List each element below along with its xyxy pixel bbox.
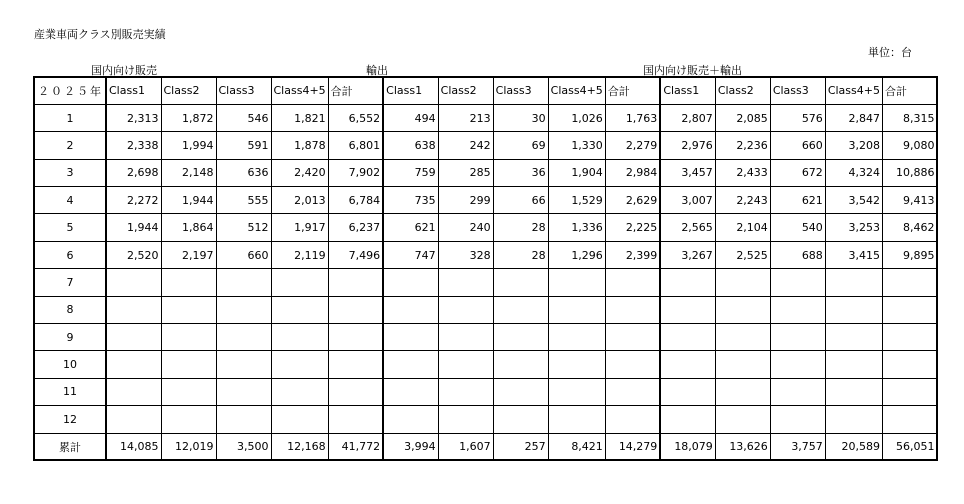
table-cell (605, 406, 660, 433)
table-cell: 41,772 (328, 433, 383, 460)
table-cell: 1,330 (548, 132, 605, 159)
table-cell: 2,148 (161, 159, 216, 186)
table-cell: 1,763 (605, 104, 660, 131)
unit-label: 単位：台 (868, 46, 912, 59)
table-cell (161, 324, 216, 351)
table-cell: 6,237 (328, 214, 383, 241)
table-cell: 2,243 (715, 187, 770, 214)
table-cell: 672 (770, 159, 825, 186)
sales-table (33, 76, 938, 461)
row-label: 累計 (34, 433, 106, 460)
table-cell: 13,626 (715, 433, 770, 460)
table-cell (106, 406, 161, 433)
table-cell (770, 351, 825, 378)
table-cell: 2,338 (106, 132, 161, 159)
table-cell: 555 (216, 187, 271, 214)
table-cell (825, 378, 882, 405)
table-cell (770, 269, 825, 296)
table-cell (216, 296, 271, 323)
table-cell (660, 296, 715, 323)
group-label-domestic: 国内向け販売 (91, 64, 157, 77)
table-cell (438, 324, 493, 351)
table-cell (438, 296, 493, 323)
row-label: 9 (34, 324, 106, 351)
table-cell (770, 406, 825, 433)
table-cell (825, 406, 882, 433)
table-cell: 4,324 (825, 159, 882, 186)
table-cell: 735 (383, 187, 438, 214)
table-cell (271, 324, 328, 351)
table-cell (328, 269, 383, 296)
table-cell: 2,520 (106, 241, 161, 268)
table-cell (106, 351, 161, 378)
table-cell: 9,895 (882, 241, 937, 268)
table-cell (493, 269, 548, 296)
row-label: 8 (34, 296, 106, 323)
table-row (34, 187, 937, 214)
table-row (34, 378, 937, 405)
table-cell (825, 351, 882, 378)
table-row (34, 296, 937, 323)
table-cell (438, 406, 493, 433)
table-cell: 1,904 (548, 159, 605, 186)
table-cell (328, 296, 383, 323)
table-cell: 3,007 (660, 187, 715, 214)
table-cell: 9,413 (882, 187, 937, 214)
table-cell: 28 (493, 241, 548, 268)
column-header: 合計 (605, 77, 660, 104)
table-cell (161, 351, 216, 378)
table-cell: 3,208 (825, 132, 882, 159)
row-label: 4 (34, 187, 106, 214)
table-cell (383, 296, 438, 323)
table-cell: 8,421 (548, 433, 605, 460)
group-label-total: 国内向け販売＋輸出 (643, 64, 742, 77)
table-cell: 2,104 (715, 214, 770, 241)
table-cell: 2,807 (660, 104, 715, 131)
table-cell: 621 (770, 187, 825, 214)
row-label: 1 (34, 104, 106, 131)
table-cell (548, 296, 605, 323)
table-cell (660, 351, 715, 378)
table-cell: 2,272 (106, 187, 161, 214)
table-cell: 69 (493, 132, 548, 159)
table-cell: 2,399 (605, 241, 660, 268)
table-cell (216, 324, 271, 351)
table-cell (715, 406, 770, 433)
table-cell: 3,500 (216, 433, 271, 460)
table-cell (216, 406, 271, 433)
table-cell: 1,026 (548, 104, 605, 131)
table-cell: 759 (383, 159, 438, 186)
table-cell (770, 296, 825, 323)
table-row (34, 241, 937, 268)
table-cell: 747 (383, 241, 438, 268)
table-cell (383, 324, 438, 351)
table-cell: 3,457 (660, 159, 715, 186)
table-cell (271, 378, 328, 405)
table-cell (882, 406, 937, 433)
table-cell (216, 269, 271, 296)
row-label: 7 (34, 269, 106, 296)
table-cell: 30 (493, 104, 548, 131)
column-header: Class1 (106, 77, 161, 104)
table-cell (605, 378, 660, 405)
table-cell: 6,784 (328, 187, 383, 214)
table-cell (161, 406, 216, 433)
table-cell: 2,984 (605, 159, 660, 186)
table-cell (660, 406, 715, 433)
table-cell: 638 (383, 132, 438, 159)
table-cell: 1,994 (161, 132, 216, 159)
column-header: Class3 (493, 77, 548, 104)
table-cell: 3,542 (825, 187, 882, 214)
table-cell: 636 (216, 159, 271, 186)
table-cell: 56,051 (882, 433, 937, 460)
table-cell: 1,944 (161, 187, 216, 214)
table-cell (660, 324, 715, 351)
table-row (34, 104, 937, 131)
table-row (34, 433, 937, 460)
table-cell: 2,525 (715, 241, 770, 268)
group-label-export: 輸出 (366, 64, 388, 77)
table-cell: 2,013 (271, 187, 328, 214)
table-cell: 2,847 (825, 104, 882, 131)
table-cell (493, 406, 548, 433)
table-cell: 3,415 (825, 241, 882, 268)
page-title: 産業車両クラス別販売実績 (34, 28, 166, 41)
table-cell (605, 269, 660, 296)
table-cell (438, 269, 493, 296)
table-cell (216, 351, 271, 378)
table-cell: 2,085 (715, 104, 770, 131)
table-cell (882, 351, 937, 378)
table-cell (882, 269, 937, 296)
table-cell: 14,279 (605, 433, 660, 460)
table-row (34, 214, 937, 241)
table-cell (106, 269, 161, 296)
column-header: Class3 (216, 77, 271, 104)
table-cell: 2,225 (605, 214, 660, 241)
table-cell (660, 378, 715, 405)
table-cell: 1,917 (271, 214, 328, 241)
table-cell: 2,119 (271, 241, 328, 268)
table-cell: 3,253 (825, 214, 882, 241)
table-cell (493, 324, 548, 351)
table-row (34, 159, 937, 186)
table-cell: 6,801 (328, 132, 383, 159)
table-cell (161, 378, 216, 405)
row-label: 6 (34, 241, 106, 268)
table-row (34, 269, 937, 296)
table-cell (493, 351, 548, 378)
header-row (34, 77, 937, 104)
table-cell: 3,757 (770, 433, 825, 460)
table-cell (882, 378, 937, 405)
table-cell: 546 (216, 104, 271, 131)
row-label: 3 (34, 159, 106, 186)
column-header: Class2 (438, 77, 493, 104)
column-header: 合計 (882, 77, 937, 104)
table-cell (328, 406, 383, 433)
table-cell: 1,607 (438, 433, 493, 460)
column-header: Class3 (770, 77, 825, 104)
table-cell (715, 351, 770, 378)
table-cell (605, 324, 660, 351)
table-cell: 2,698 (106, 159, 161, 186)
table-cell: 66 (493, 187, 548, 214)
table-cell: 12,168 (271, 433, 328, 460)
table-cell (328, 324, 383, 351)
table-cell: 1,296 (548, 241, 605, 268)
table-cell: 2,236 (715, 132, 770, 159)
table-cell: 299 (438, 187, 493, 214)
table-cell: 8,462 (882, 214, 937, 241)
table-cell (548, 378, 605, 405)
table-cell (715, 378, 770, 405)
row-label: 10 (34, 351, 106, 378)
table-cell: 9,080 (882, 132, 937, 159)
column-header: Class2 (715, 77, 770, 104)
table-cell: 328 (438, 241, 493, 268)
table-row (34, 324, 937, 351)
table-cell (548, 324, 605, 351)
table-cell: 2,433 (715, 159, 770, 186)
table-cell: 576 (770, 104, 825, 131)
table-cell (660, 269, 715, 296)
column-header: Class4+5 (271, 77, 328, 104)
table-cell (605, 296, 660, 323)
table-cell (106, 324, 161, 351)
table-cell: 242 (438, 132, 493, 159)
table-cell (548, 351, 605, 378)
table-cell: 257 (493, 433, 548, 460)
table-cell (493, 296, 548, 323)
table-cell (328, 351, 383, 378)
table-cell: 1,878 (271, 132, 328, 159)
table-cell (715, 296, 770, 323)
table-cell: 621 (383, 214, 438, 241)
table-cell: 2,565 (660, 214, 715, 241)
table-cell: 660 (770, 132, 825, 159)
table-cell: 2,313 (106, 104, 161, 131)
table-cell: 7,496 (328, 241, 383, 268)
table-cell: 2,629 (605, 187, 660, 214)
table-cell: 660 (216, 241, 271, 268)
table-cell (493, 378, 548, 405)
table-cell: 14,085 (106, 433, 161, 460)
table-cell (715, 324, 770, 351)
table-cell: 1,821 (271, 104, 328, 131)
table-cell: 7,902 (328, 159, 383, 186)
table-cell: 28 (493, 214, 548, 241)
table-cell: 36 (493, 159, 548, 186)
year-label: ２０２５年 (34, 77, 106, 104)
table-cell: 240 (438, 214, 493, 241)
table-cell (216, 378, 271, 405)
column-header: Class4+5 (548, 77, 605, 104)
table-cell: 3,994 (383, 433, 438, 460)
table-cell: 512 (216, 214, 271, 241)
table-cell (438, 351, 493, 378)
row-label: 11 (34, 378, 106, 405)
table-row (34, 351, 937, 378)
column-header: Class1 (660, 77, 715, 104)
table-cell (106, 296, 161, 323)
table-cell (383, 406, 438, 433)
table-cell (770, 324, 825, 351)
table-cell (106, 378, 161, 405)
table-cell (271, 406, 328, 433)
table-cell: 494 (383, 104, 438, 131)
column-header: Class1 (383, 77, 438, 104)
table-cell (328, 378, 383, 405)
row-label: 5 (34, 214, 106, 241)
table-cell: 1,529 (548, 187, 605, 214)
table-cell: 8,315 (882, 104, 937, 131)
row-label: 2 (34, 132, 106, 159)
table-cell (161, 296, 216, 323)
column-header: 合計 (328, 77, 383, 104)
table-cell (825, 296, 882, 323)
table-cell (383, 269, 438, 296)
table-cell (715, 269, 770, 296)
table-cell: 10,886 (882, 159, 937, 186)
table-cell: 2,197 (161, 241, 216, 268)
table-cell: 1,944 (106, 214, 161, 241)
table-cell (383, 378, 438, 405)
table-cell (548, 269, 605, 296)
table-cell: 1,872 (161, 104, 216, 131)
table-cell: 1,336 (548, 214, 605, 241)
table-cell: 18,079 (660, 433, 715, 460)
table-cell: 2,976 (660, 132, 715, 159)
column-header: Class2 (161, 77, 216, 104)
table-cell: 285 (438, 159, 493, 186)
table-cell: 591 (216, 132, 271, 159)
table-cell (161, 269, 216, 296)
table-cell: 2,279 (605, 132, 660, 159)
table-row (34, 132, 937, 159)
table-cell (271, 269, 328, 296)
table-cell: 6,552 (328, 104, 383, 131)
table-cell (605, 351, 660, 378)
table-cell: 3,267 (660, 241, 715, 268)
table-cell: 1,864 (161, 214, 216, 241)
table-cell (271, 296, 328, 323)
table-cell (825, 324, 882, 351)
table-cell: 213 (438, 104, 493, 131)
table-cell (438, 378, 493, 405)
table-cell (882, 324, 937, 351)
row-label: 12 (34, 406, 106, 433)
table-row (34, 406, 937, 433)
table-cell: 688 (770, 241, 825, 268)
table-cell (383, 351, 438, 378)
column-header: Class4+5 (825, 77, 882, 104)
table-cell: 540 (770, 214, 825, 241)
table-cell (882, 296, 937, 323)
table-cell: 12,019 (161, 433, 216, 460)
table-cell (825, 269, 882, 296)
table-cell: 20,589 (825, 433, 882, 460)
table-cell (770, 378, 825, 405)
table-cell (271, 351, 328, 378)
table-cell: 2,420 (271, 159, 328, 186)
table-cell (548, 406, 605, 433)
